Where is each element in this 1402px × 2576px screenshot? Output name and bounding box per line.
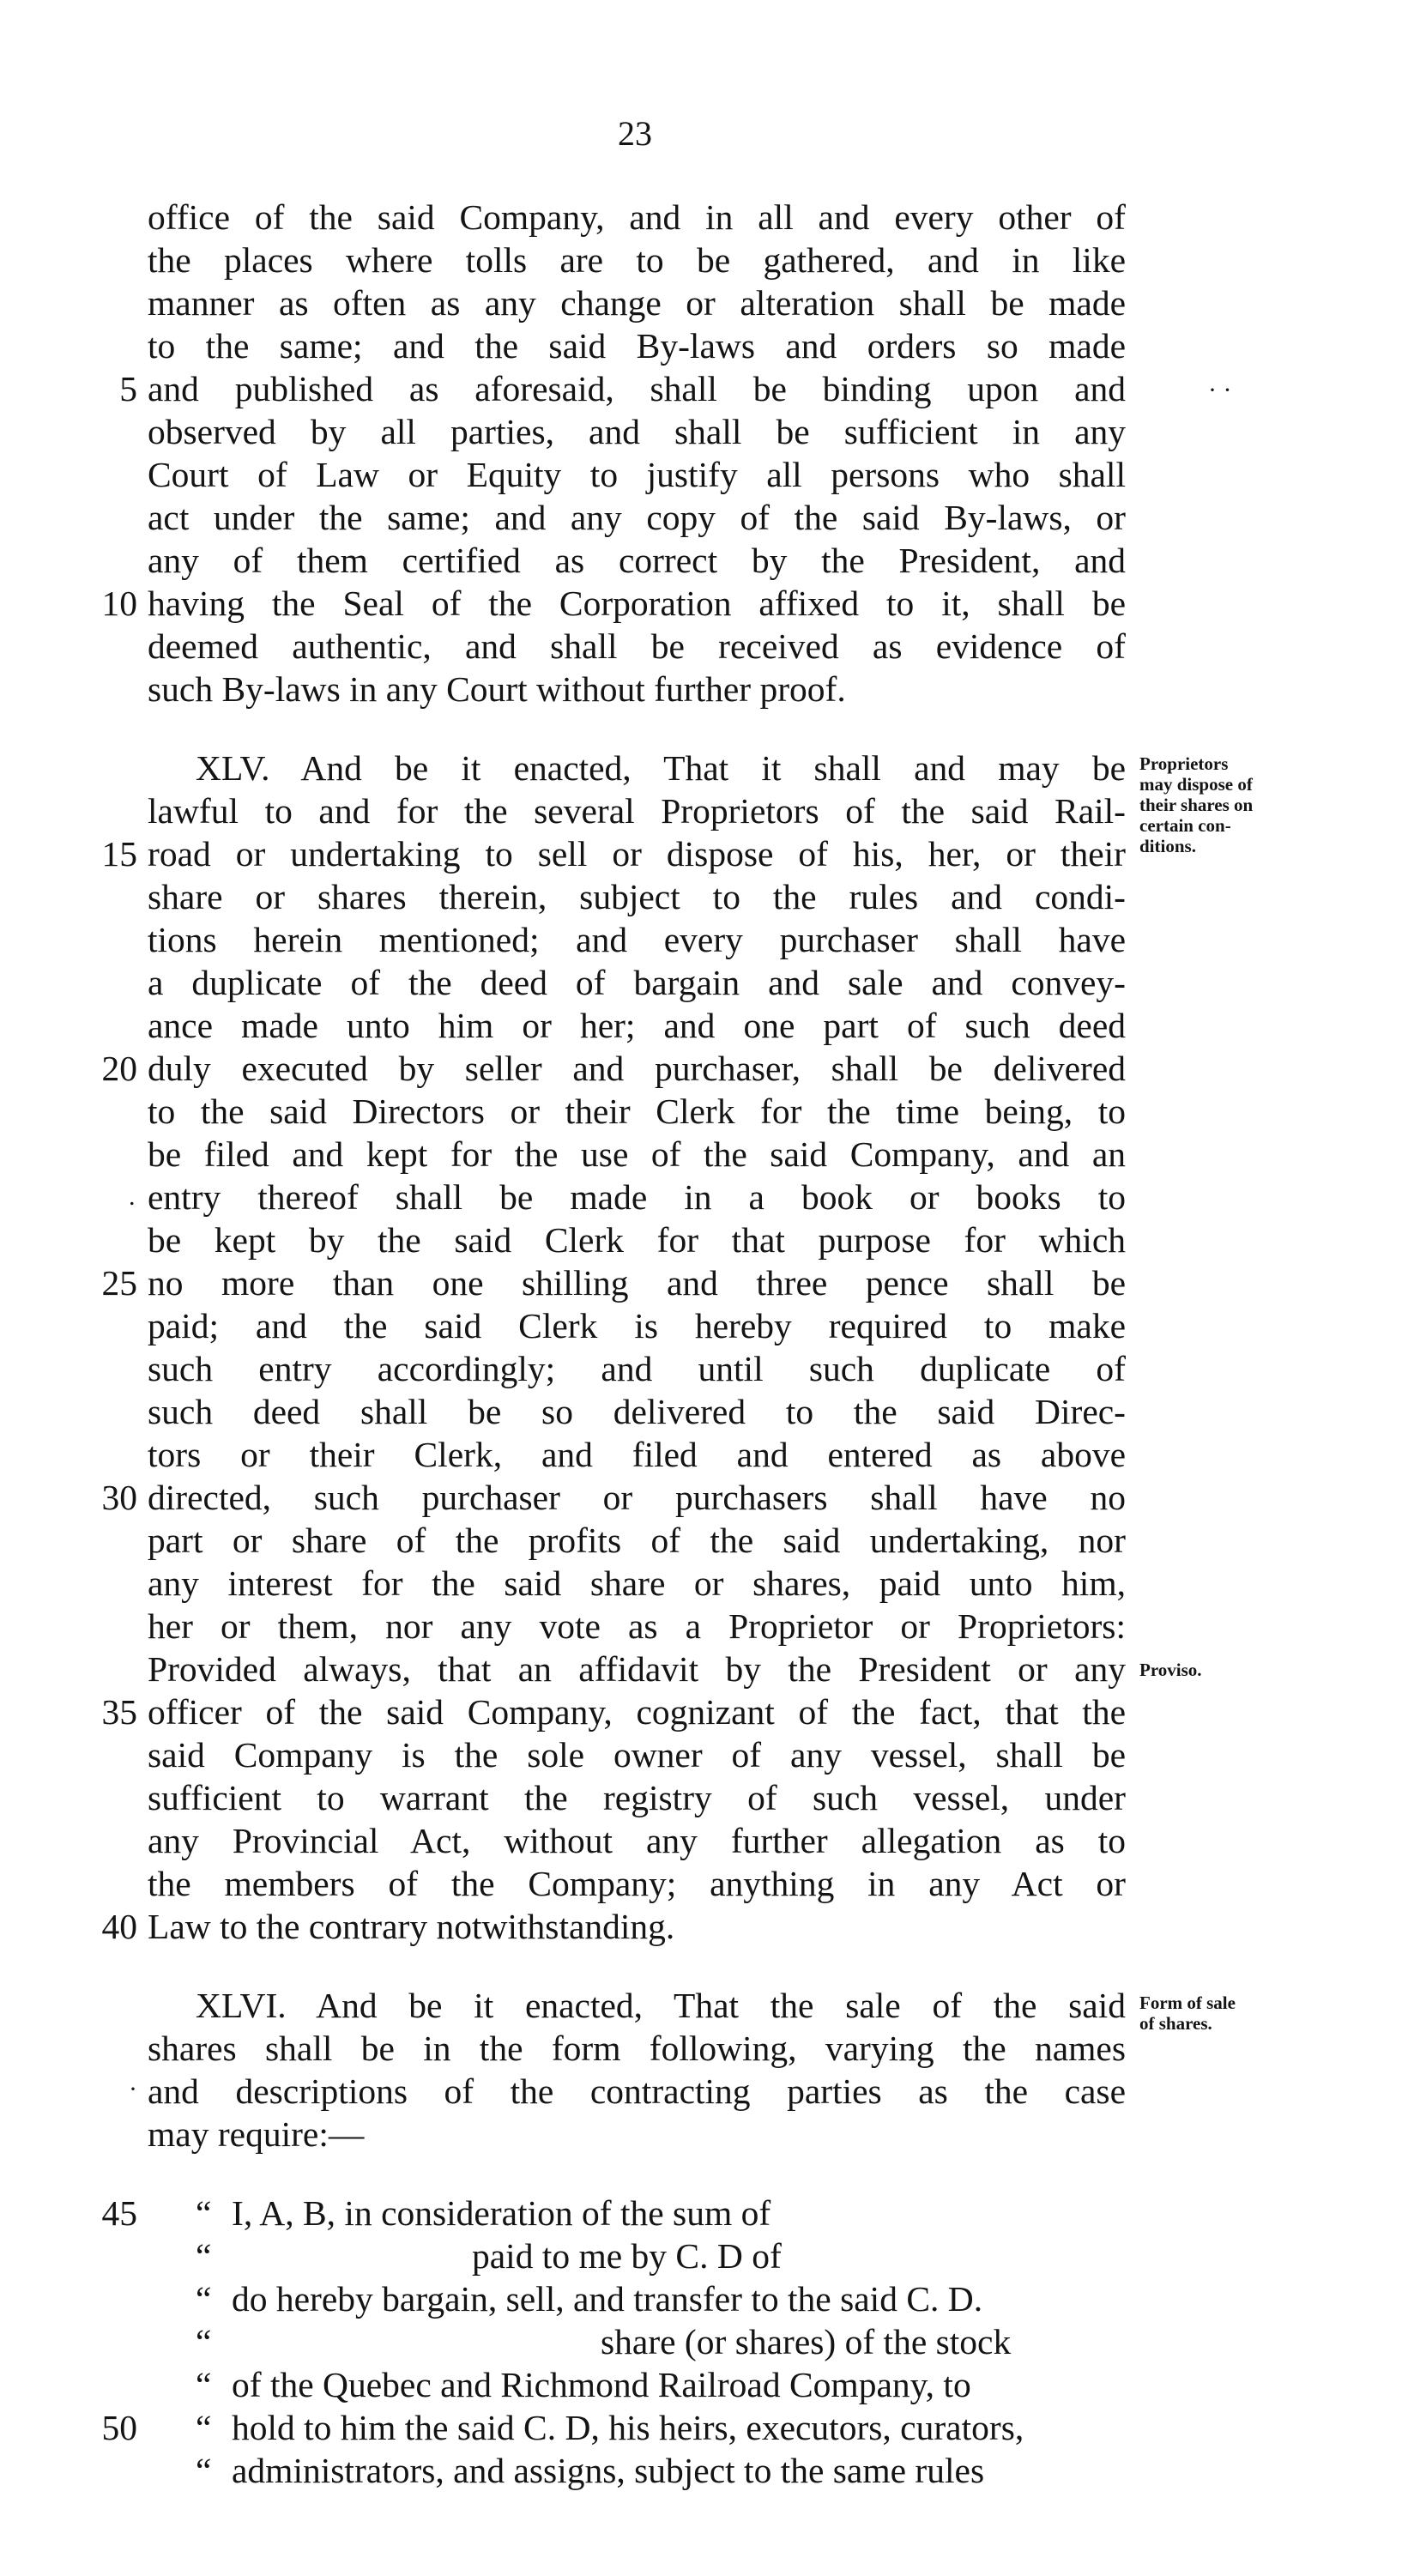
form-text: of the Quebec and Richmond Railroad Company, to — [232, 2365, 971, 2404]
form-text: I, A, B, in consideration of the sum of — [232, 2193, 771, 2233]
text-line: road or undertaking to sell or dispose of his, her, or their — [148, 834, 1126, 874]
quote-mark: “ — [196, 2322, 212, 2361]
text-line: ance made unto him or her; and one part of such deed — [148, 1006, 1126, 1045]
text-line: to the said Directors or their Clerk for the time being, to — [148, 1091, 1126, 1131]
line-number: 15 — [101, 834, 137, 874]
line-number: 40 — [101, 1907, 137, 1946]
page-number: 23 — [618, 114, 652, 153]
text-line: share or shares therein, subject to the rules and condi- — [148, 877, 1126, 916]
form-text: paid to me by C. D of — [472, 2236, 782, 2276]
form-line — [148, 2192, 1126, 2234]
text-line: to the same; and the said By-laws and orders so made — [148, 326, 1126, 366]
margin-note-line: of shares. — [1139, 2013, 1212, 2034]
line-number: 25 — [101, 1263, 137, 1303]
text-line: no more than one shilling and three pence shall be — [148, 1263, 1126, 1303]
text-line: tors or their Clerk, and filed and entered as above — [148, 1435, 1126, 1474]
text-line: Court of Law or Equity to justify all persons who shall — [148, 455, 1126, 494]
line-number: 35 — [101, 1692, 137, 1732]
line-number: 10 — [101, 584, 137, 623]
text-line: part or share of the profits of the said undertaking, nor — [148, 1521, 1126, 1560]
form-line — [148, 2277, 1126, 2320]
form-line — [148, 2363, 1126, 2406]
text-line: a duplicate of the deed of bargain and sale and convey- — [148, 963, 1126, 1002]
text-line: observed by all parties, and shall be sufficient in any — [148, 412, 1126, 451]
text-line: shares shall be in the form following, varying the names — [148, 2029, 1126, 2068]
line-number: 30 — [101, 1478, 137, 1517]
margin-note-line: Form of sale — [1139, 1992, 1236, 2013]
text-line: having the Seal of the Corporation affixed to it, shall be — [148, 584, 1126, 623]
margin-note-form-of-sale — [1139, 1992, 1397, 2034]
text-line: paid; and the said Clerk is hereby required to make — [148, 1306, 1126, 1345]
margin-note-line: may dispose of — [1139, 774, 1253, 795]
text-line: any of them certified as correct by the President, and — [148, 541, 1126, 580]
text-line: may require:— — [148, 2114, 365, 2154]
text-line: Law to the contrary notwithstanding. — [148, 1907, 675, 1946]
section-heading-line: XLV. And be it enacted, That it shall and may be — [196, 748, 1126, 788]
text-line: officer of the said Company, cognizant of the fact, that the — [148, 1692, 1126, 1732]
form-line — [148, 2234, 1126, 2277]
line-number: 45 — [101, 2193, 137, 2233]
quote-mark: “ — [196, 2408, 212, 2447]
margin-note-proprietors — [1139, 753, 1397, 856]
text-line: Provided always, that an affidavit by the President or any — [148, 1649, 1126, 1689]
margin-note-line: Proprietors — [1139, 753, 1229, 774]
text-line: deemed authentic, and shall be received as evidence of — [148, 626, 1126, 666]
form-text: do hereby bargain, sell, and transfer to the said C. D. — [232, 2279, 983, 2319]
form-text: share (or shares) of the stock — [601, 2322, 1012, 2361]
section-heading-line: XLVI. And be it enacted, That the sale of the said — [196, 1986, 1126, 2025]
form-text: administrators, and assigns, subject to the same rules — [232, 2451, 985, 2490]
text-line: such deed shall be so delivered to the said Direc- — [148, 1392, 1126, 1431]
text-line: the places where tolls are to be gathered, and in like — [148, 240, 1126, 280]
margin-note-line: their shares on — [1139, 795, 1254, 815]
text-line: such entry accordingly; and until such duplicate of — [148, 1349, 1126, 1388]
form-line — [148, 2449, 1126, 2492]
form-line — [148, 2406, 1126, 2449]
text-line: any Provincial Act, without any further allegation as to — [148, 1821, 1126, 1860]
quote-mark: “ — [196, 2279, 212, 2319]
text-line: act under the same; and any copy of the said By-laws, or — [148, 498, 1126, 537]
quote-mark: “ — [196, 2236, 212, 2276]
text-line: duly executed by seller and purchaser, shall be delivered — [148, 1049, 1126, 1088]
line-number: 5 — [119, 369, 137, 408]
text-line: entry thereof shall be made in a book or books to — [148, 1177, 1126, 1217]
text-line: be filed and kept for the use of the said Company, and an — [148, 1134, 1126, 1174]
text-line: the members of the Company; anything in any Act or — [148, 1864, 1126, 1903]
print-speck: · · — [1208, 376, 1232, 404]
print-speck: · — [129, 2075, 137, 2103]
text-line: lawful to and for the several Proprietors of the said Rail- — [148, 791, 1126, 831]
print-speck: . — [129, 1182, 136, 1211]
text-line: and descriptions of the contracting parties as the case — [148, 2071, 1126, 2111]
margin-note-line: Proviso. — [1139, 1660, 1202, 1680]
text-line: be kept by the said Clerk for that purpose for which — [148, 1220, 1126, 1260]
margin-note-proviso — [1139, 1660, 1397, 1680]
text-line: sufficient to warrant the registry of such vessel, under — [148, 1778, 1126, 1817]
quote-mark: “ — [196, 2451, 212, 2490]
text-line: tions herein mentioned; and every purchaser shall have — [148, 920, 1126, 959]
quote-mark: “ — [196, 2365, 212, 2404]
text-line: her or them, nor any vote as a Proprietor or Proprietors: — [148, 1606, 1126, 1646]
quote-mark: “ — [196, 2193, 212, 2233]
line-number: 20 — [101, 1049, 137, 1088]
form-line — [148, 2320, 1126, 2363]
text-line: directed, such purchaser or purchasers shall have no — [148, 1478, 1126, 1517]
text-line: manner as often as any change or alteration shall be made — [148, 283, 1126, 323]
text-line: office of the said Company, and in all and every other of — [148, 197, 1126, 237]
text-line: any interest for the said share or shares, paid unto him, — [148, 1563, 1126, 1603]
form-text: hold to him the said C. D, his heirs, executors, curators, — [232, 2408, 1024, 2447]
text-line: such By-laws in any Court without further proof. — [148, 669, 846, 709]
text-line: said Company is the sole owner of any vessel, shall be — [148, 1735, 1126, 1775]
margin-note-line: ditions. — [1139, 836, 1196, 856]
text-line: and published as aforesaid, shall be binding upon and — [148, 369, 1126, 408]
line-number: 50 — [101, 2408, 137, 2447]
margin-note-line: certain con- — [1139, 815, 1231, 836]
